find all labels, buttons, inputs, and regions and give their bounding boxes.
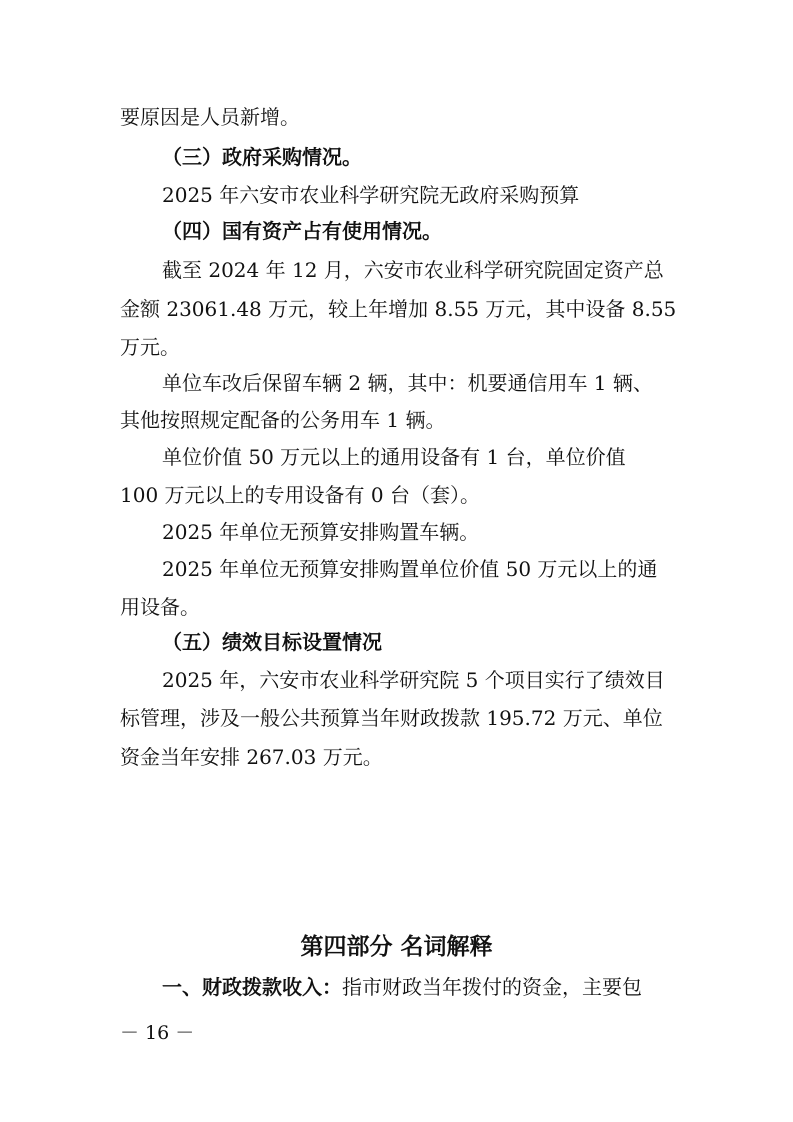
page-number: － 16 － (120, 1022, 195, 1044)
definition-text: 指市财政当年拨付的资金，主要包 (342, 975, 642, 999)
paragraph-line: 100 万元以上的专用设备有 0 台（套）。 (120, 483, 480, 507)
section-heading-performance: （五）绩效目标设置情况 (162, 630, 382, 654)
paragraph-line: 2025 年六安市农业科学研究院无政府采购预算 (162, 183, 580, 207)
paragraph-line: 其他按照规定配备的公务用车 1 辆。 (120, 408, 446, 432)
definition-term: 一、财政拨款收入： (162, 975, 342, 999)
paragraph-line: 万元。 (120, 335, 180, 359)
paragraph-line: 2025 年，六安市农业科学研究院 5 个项目实行了绩效目 (162, 668, 665, 692)
part-heading: 第四部分 名词解释 (300, 934, 493, 960)
paragraph-line: 资金当年安排 267.03 万元。 (120, 745, 383, 769)
paragraph-line: 截至 2024 年 12 月，六安市农业科学研究院固定资产总 (162, 258, 664, 282)
section-heading-procurement: （三）政府采购情况。 (162, 145, 362, 169)
definition-line (162, 973, 642, 1001)
paragraph-line: 2025 年单位无预算安排购置单位价值 50 万元以上的通 (162, 557, 658, 581)
paragraph-line: 2025 年单位无预算安排购置车辆。 (162, 520, 480, 544)
paragraph-line: 要原因是人员新增。 (120, 105, 300, 129)
section-heading-assets: （四）国有资产占有使用情况。 (162, 219, 442, 243)
paragraph-line: 标管理，涉及一般公共预算当年财政拨款 195.72 万元、单位 (120, 706, 663, 730)
paragraph-line: 金额 23061.48 万元，较上年增加 8.55 万元，其中设备 8.55 (120, 297, 677, 321)
paragraph-line: 用设备。 (120, 595, 200, 619)
paragraph-line: 单位价值 50 万元以上的通用设备有 1 台，单位价值 (162, 445, 626, 469)
paragraph-line: 单位车改后保留车辆 2 辆，其中：机要通信用车 1 辆、 (162, 371, 653, 395)
